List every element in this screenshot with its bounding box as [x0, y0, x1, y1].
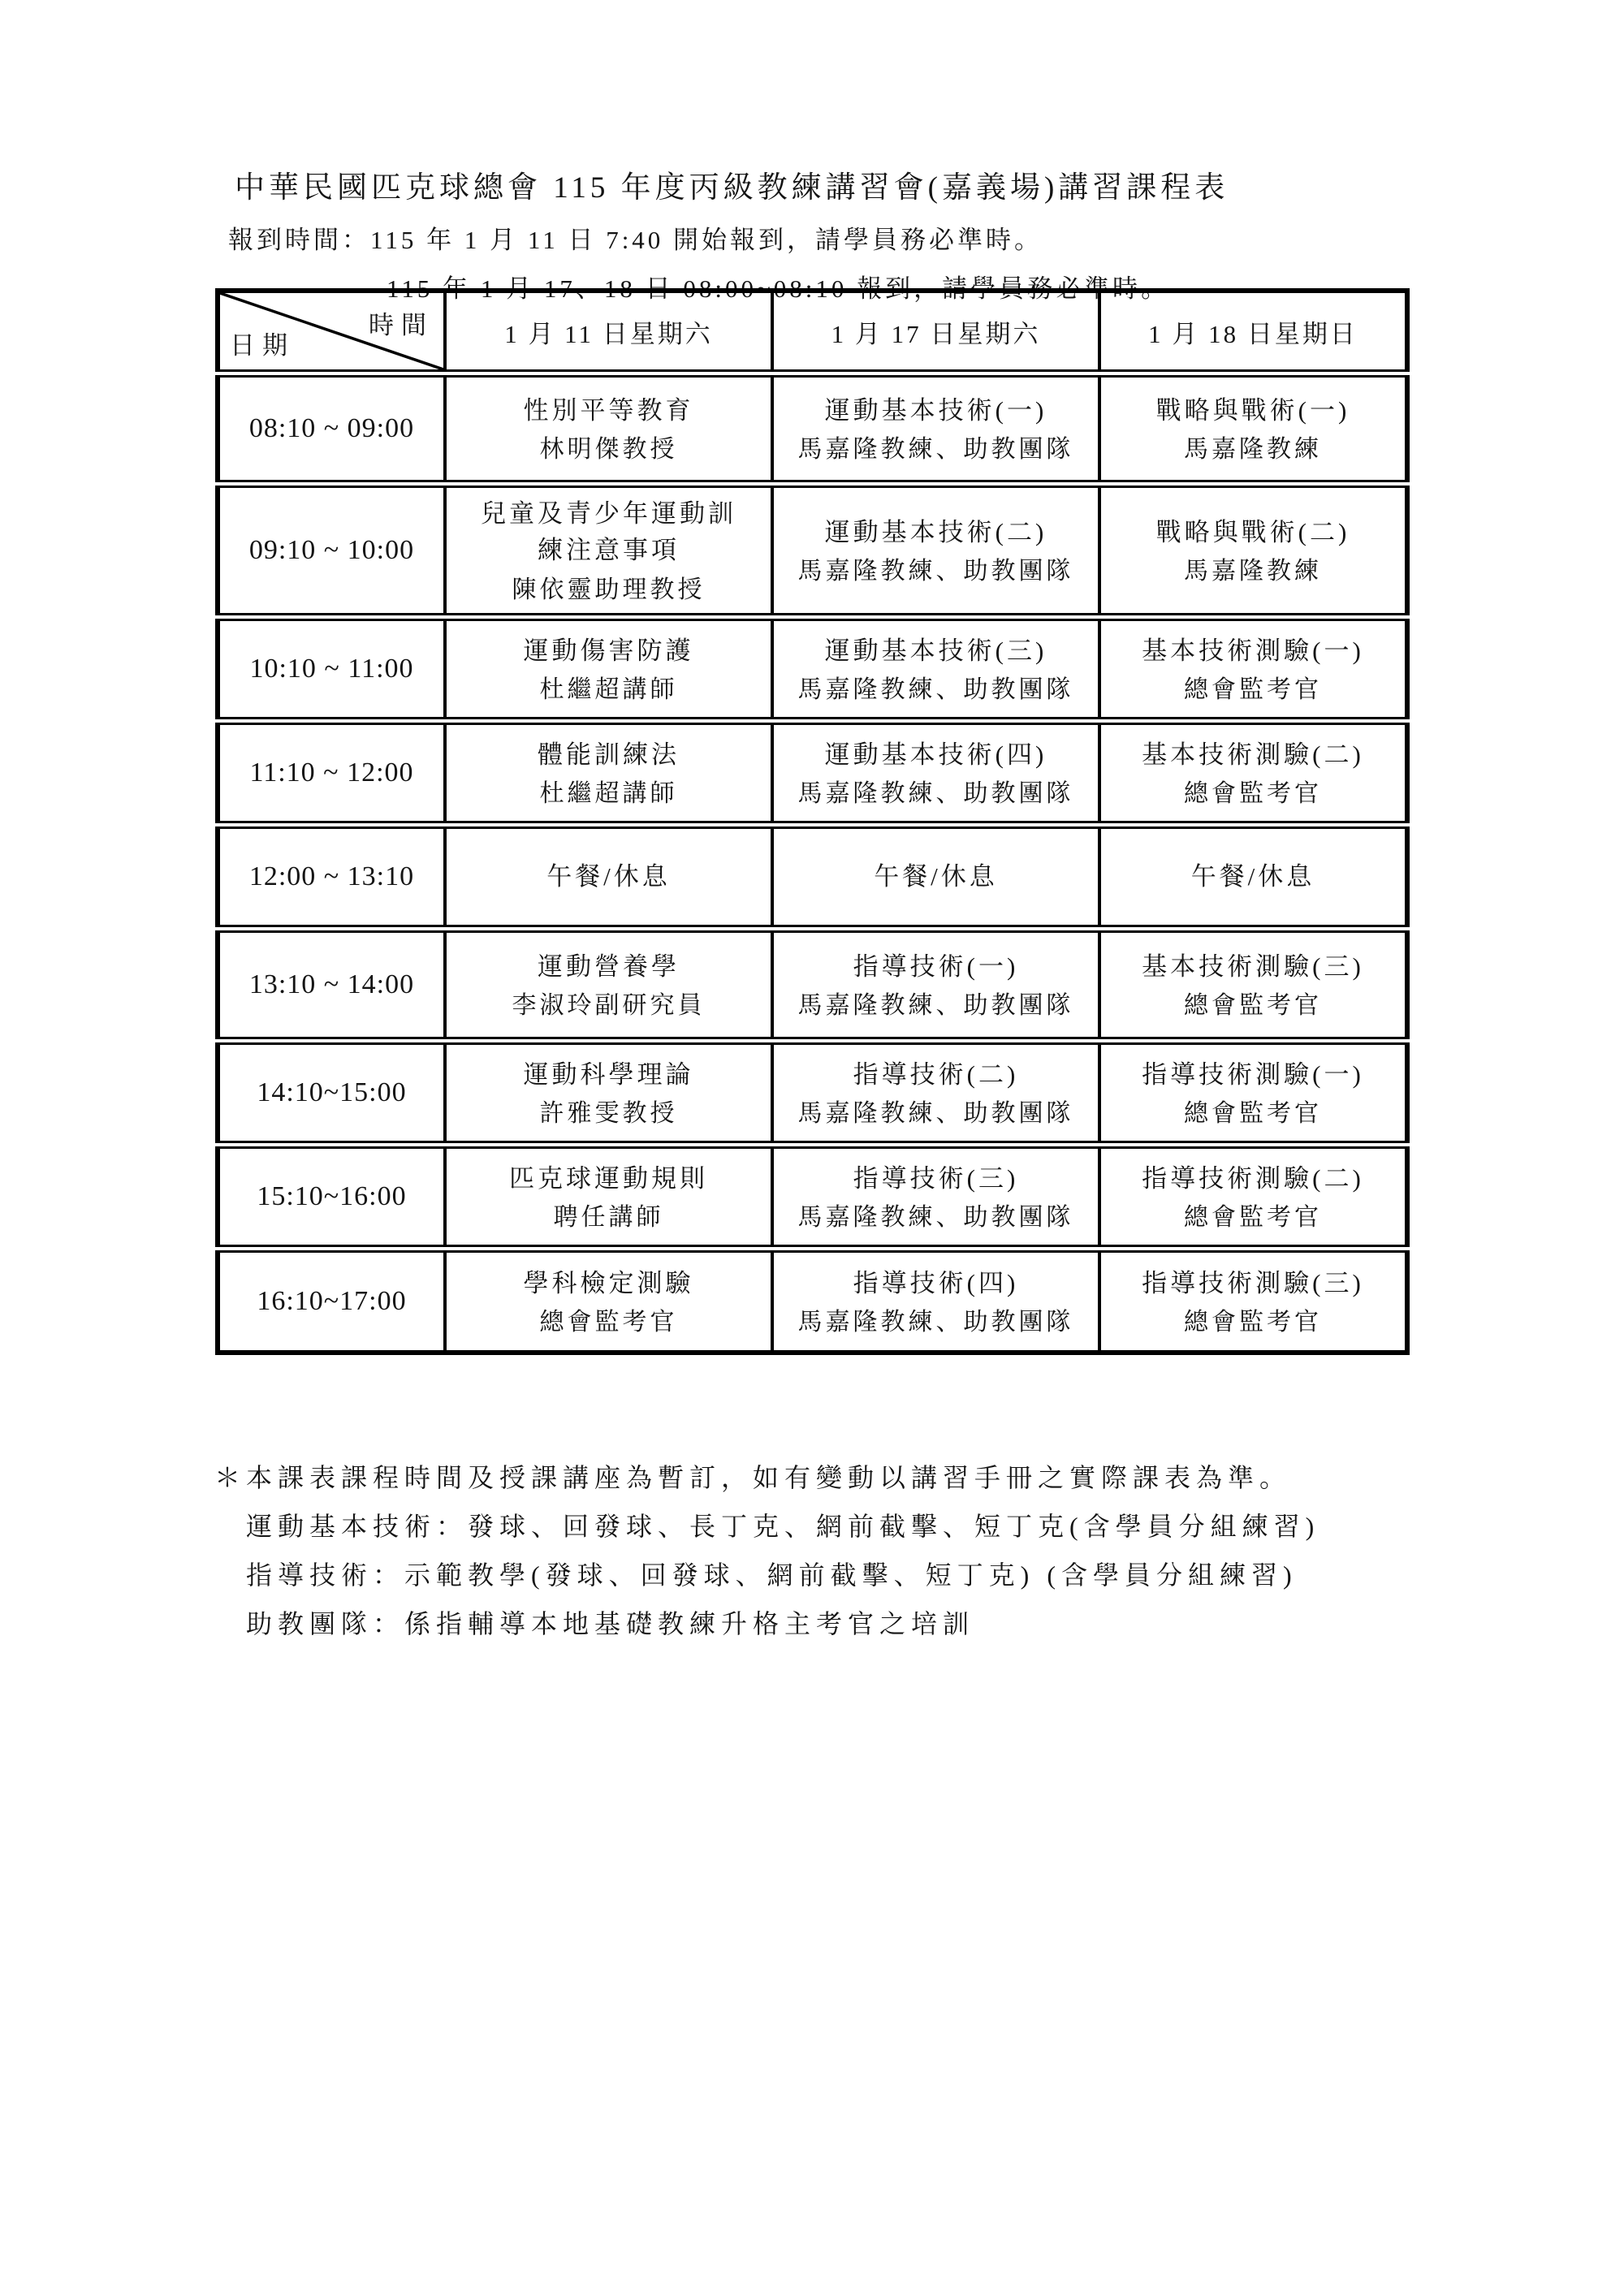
- document-header: [228, 162, 1229, 304]
- course-title: 指導技術(四): [853, 1268, 1019, 1297]
- course-cell: [772, 617, 1099, 721]
- course-instructor: 李淑玲副研究員: [512, 992, 706, 1020]
- time-slot-cell: 10:10 ~ 11:00: [218, 617, 445, 721]
- time-slot-cell: 11:10 ~ 12:00: [218, 721, 445, 825]
- course-title: 午餐/休息: [1190, 861, 1315, 891]
- course-cell: [1099, 484, 1407, 617]
- course-instructor: 杜繼超講師: [539, 780, 678, 808]
- course-title: 指導技術(三): [853, 1163, 1019, 1193]
- table-header-row: [218, 291, 1407, 373]
- course-instructor: 陳依靈助理教授: [512, 576, 706, 603]
- course-title: 基本技術測驗(二): [1142, 740, 1364, 769]
- course-title: 運動基本技術(三): [824, 636, 1047, 665]
- table-row: [218, 929, 1407, 1041]
- course-cell: [772, 1041, 1099, 1145]
- course-title: 兒童及青少年運動訓練注意事項: [481, 499, 736, 564]
- course-instructor: 馬嘉隆教練: [1184, 558, 1322, 585]
- course-title: 運動科學理論: [523, 1060, 694, 1089]
- course-cell: [772, 484, 1099, 617]
- time-slot-cell: 13:10 ~ 14:00: [218, 929, 445, 1041]
- course-cell: [772, 825, 1099, 929]
- course-cell: [1099, 1041, 1407, 1145]
- course-title: 運動基本技術(四): [824, 740, 1047, 769]
- day-header-jan18: 1 月 18 日星期日: [1099, 291, 1407, 373]
- course-cell: [772, 373, 1099, 484]
- course-cell: [445, 373, 772, 484]
- course-cell: [445, 1249, 772, 1353]
- course-cell: [772, 721, 1099, 825]
- time-slot-cell: 09:10 ~ 10:00: [218, 484, 445, 617]
- course-cell: [772, 1249, 1099, 1353]
- table-row: [218, 1145, 1407, 1249]
- course-instructor: 林明傑教授: [539, 436, 678, 464]
- course-instructor: 總會監考官: [1184, 1309, 1322, 1336]
- time-slot-cell: 12:00 ~ 13:10: [218, 825, 445, 929]
- course-title: 基本技術測驗(三): [1142, 952, 1364, 981]
- course-title: 性別平等教育: [523, 395, 694, 425]
- course-instructor: 馬嘉隆教練、助教團隊: [797, 780, 1074, 808]
- course-instructor: 馬嘉隆教練: [1184, 436, 1322, 464]
- course-instructor: 杜繼超講師: [539, 676, 678, 704]
- schedule-table: [215, 288, 1410, 1355]
- course-cell: [1099, 721, 1407, 825]
- course-title: 運動基本技術(二): [824, 517, 1047, 546]
- course-instructor: 馬嘉隆教練、助教團隊: [797, 1100, 1074, 1128]
- course-cell: [1099, 929, 1407, 1041]
- course-instructor: 總會監考官: [1184, 992, 1322, 1020]
- table-row: [218, 373, 1407, 484]
- course-cell: [1099, 1145, 1407, 1249]
- day-header-jan17: 1 月 17 日星期六: [772, 291, 1099, 373]
- course-title: 基本技術測驗(一): [1142, 636, 1364, 665]
- course-title: 指導技術測驗(一): [1142, 1060, 1364, 1089]
- table-row-lunch: [218, 825, 1407, 929]
- course-cell: [445, 1145, 772, 1249]
- course-instructor: 聘任講師: [553, 1204, 664, 1232]
- checkin-note-line-2: 115 年 1 月 17、18 日 08:00~08:10 報到，請學員務必準時。: [387, 274, 1170, 303]
- course-title: 午餐/休息: [874, 861, 998, 891]
- course-instructor: 總會監考官: [539, 1309, 678, 1336]
- course-cell: [445, 825, 772, 929]
- course-instructor: 馬嘉隆教練、助教團隊: [797, 676, 1074, 704]
- course-title: 運動營養學: [538, 952, 680, 981]
- course-cell: [772, 929, 1099, 1041]
- course-instructor: 馬嘉隆教練、助教團隊: [797, 992, 1074, 1020]
- course-cell: [1099, 1249, 1407, 1353]
- course-title: 體能訓練法: [538, 740, 680, 769]
- course-cell: [445, 929, 772, 1041]
- table-row: [218, 617, 1407, 721]
- course-instructor: 總會監考官: [1184, 1204, 1322, 1232]
- course-instructor: 馬嘉隆教練、助教團隊: [797, 1204, 1074, 1232]
- course-cell: [1099, 373, 1407, 484]
- course-title: 運動傷害防護: [523, 636, 694, 665]
- course-title: 匹克球運動規則: [509, 1163, 708, 1193]
- course-title: 指導技術(一): [853, 952, 1019, 981]
- course-cell: [445, 484, 772, 617]
- date-axis-label: 日期: [230, 331, 295, 360]
- table-row: [218, 721, 1407, 825]
- course-cell: [1099, 825, 1407, 929]
- day-header-jan11: 1 月 11 日星期六: [445, 291, 772, 373]
- course-title: 學科檢定測驗: [523, 1268, 694, 1297]
- course-title: 戰略與戰術(二): [1155, 517, 1350, 546]
- table-row: [218, 1041, 1407, 1145]
- course-cell: [445, 617, 772, 721]
- course-instructor: 馬嘉隆教練、助教團隊: [797, 558, 1074, 585]
- page-title: 中華民國匹克球總會 115 年度丙級教練講習會(嘉義場)講習課程表: [235, 171, 1229, 205]
- footnote-line: 助教團隊：係指輔導本地基礎教練升格主考官之培訓: [246, 1609, 975, 1638]
- footnote-line: ＊本課表課程時間及授課講座為暫訂，如有變動以講習手冊之實際課表為準。: [214, 1463, 1292, 1492]
- corner-header-cell: [218, 291, 445, 373]
- course-cell: [1099, 617, 1407, 721]
- time-slot-cell: 15:10~16:00: [218, 1145, 445, 1249]
- footnote-line: 指導技術：示範教學(發球、回發球、網前截擊、短丁克) (含學員分組練習): [246, 1560, 1298, 1590]
- course-cell: [772, 1145, 1099, 1249]
- table-row: [218, 484, 1407, 617]
- course-instructor: 馬嘉隆教練、助教團隊: [797, 436, 1074, 464]
- course-title: 指導技術(二): [853, 1060, 1019, 1089]
- course-instructor: 馬嘉隆教練、助教團隊: [797, 1309, 1074, 1336]
- course-instructor: 總會監考官: [1184, 676, 1322, 704]
- checkin-note-line-1: 報到時間：115 年 1 月 11 日 7:40 開始報到，請學員務必準時。: [228, 226, 1043, 254]
- course-title: 戰略與戰術(一): [1155, 395, 1350, 425]
- footnote-line: 運動基本技術：發球、回發球、長丁克、網前截擊、短丁克(含學員分組練習): [246, 1512, 1320, 1541]
- time-slot-cell: 08:10 ~ 09:00: [218, 373, 445, 484]
- course-title: 指導技術測驗(三): [1142, 1268, 1364, 1297]
- course-instructor: 許雅雯教授: [539, 1100, 678, 1128]
- time-slot-cell: 14:10~15:00: [218, 1041, 445, 1145]
- table-row: [218, 1249, 1407, 1353]
- course-cell: [445, 1041, 772, 1145]
- course-title: 午餐/休息: [546, 861, 671, 891]
- course-cell: [445, 721, 772, 825]
- course-title: 運動基本技術(一): [824, 395, 1047, 425]
- time-slot-cell: 16:10~17:00: [218, 1249, 445, 1353]
- course-instructor: 總會監考官: [1184, 1100, 1322, 1128]
- footnotes: [214, 1453, 1320, 1648]
- time-axis-label: 時間: [369, 311, 434, 339]
- course-title: 指導技術測驗(二): [1142, 1163, 1364, 1193]
- course-instructor: 總會監考官: [1184, 780, 1322, 808]
